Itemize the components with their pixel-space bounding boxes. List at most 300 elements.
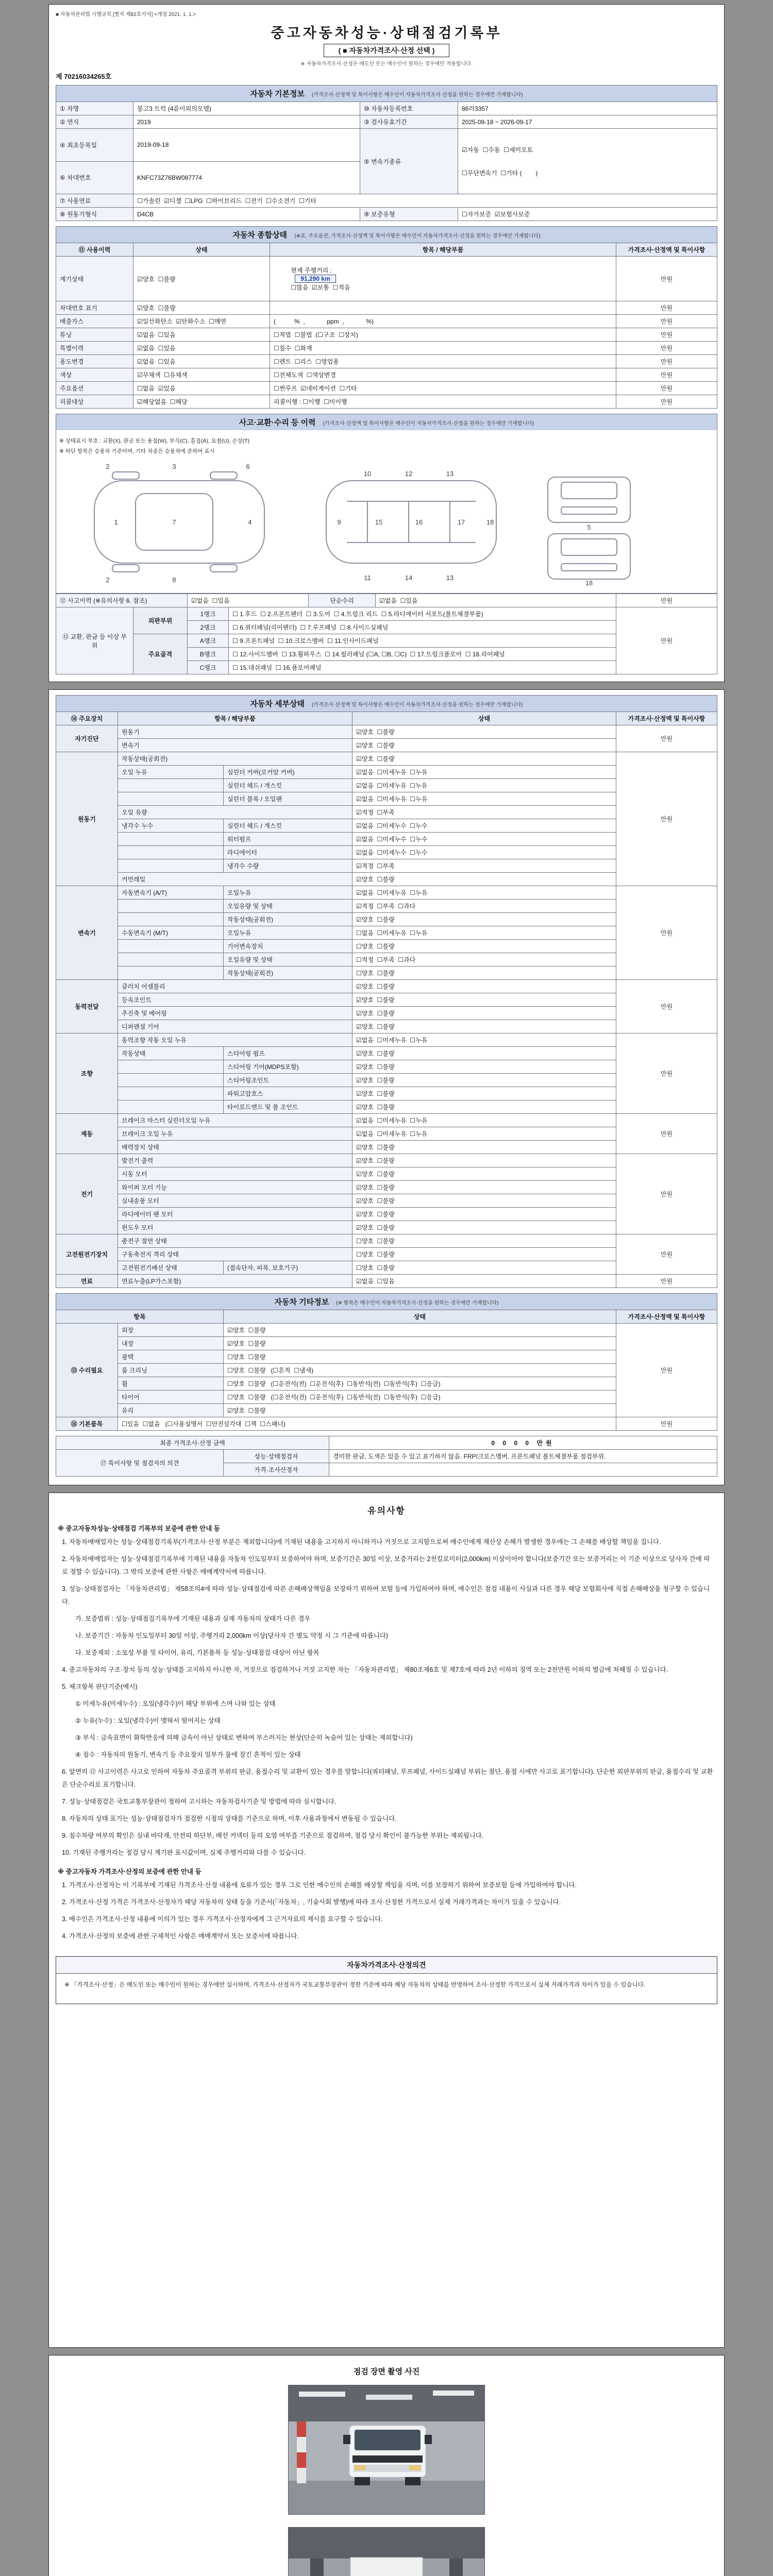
- etc-item-label: 유리: [118, 1404, 224, 1417]
- overall-col-price: 가격조사·산정액 및 특이사항: [616, 243, 717, 257]
- svg-text:9: 9: [337, 518, 341, 526]
- device-group-label: 변속기: [56, 886, 118, 980]
- detail-item-label: 오일 누유: [118, 766, 224, 779]
- photo-rear-illustration: [289, 2528, 484, 2576]
- detail-subitem-label: 스티어링 펌프: [224, 1047, 352, 1060]
- notice-paragraph: ④ 침수 : 자동차의 원동기, 변속기 등 주요장치 일부가 물에 잠긴 흔적이 있는 상태: [75, 1751, 301, 1758]
- basic-items-group-label: ⑯ 기본품목: [56, 1417, 118, 1431]
- odometer-value: 91,290 km: [295, 275, 335, 283]
- detail-row: [56, 1114, 717, 1127]
- detail-state-checkboxes[interactable]: ☑양호 ☐불량: [352, 1087, 616, 1100]
- basic-info-table: [56, 101, 717, 221]
- panel-main-form: [48, 4, 725, 682]
- detail-state-checkboxes[interactable]: ☑없음 ☐미세누유 ☐누유: [352, 792, 616, 806]
- usage-item-label: 용도변경: [56, 355, 133, 368]
- detail-row: [56, 1154, 717, 1167]
- detail-state-checkboxes[interactable]: ☑양호 ☐불량: [352, 1100, 616, 1114]
- usage-state-checkboxes[interactable]: ☑양호 ☐불량: [133, 257, 270, 301]
- section-etc-title: 자동차 기타정보: [274, 1298, 329, 1307]
- detail-item-label: 충전구 절연 상태: [118, 1234, 352, 1248]
- detail-state-checkboxes[interactable]: ☑양호 ☐불량: [352, 913, 616, 926]
- odometer-range-checkboxes[interactable]: ☐많음 ☑보통 ☐적음: [291, 284, 350, 291]
- first-registration-value: 2019-09-18: [133, 129, 360, 162]
- detail-item-label: [118, 1087, 224, 1100]
- detail-row: [56, 725, 717, 739]
- svg-text:18: 18: [486, 518, 494, 526]
- device-group-label: 자기진단: [56, 725, 118, 752]
- performance-inspector-label: 성능·상태점검자: [224, 1450, 329, 1463]
- notice-paragraph: 1. 자동차매매업자는 성능·상태점검기록부(가격조사·산정 부분은 제외합니다)에 기재된 내용을 고지하지 아니하거나 거짓으로 고지함으로써 매수인에게 재산상 손해가 발생한 경우에는 그 손해를 배상할 책임을 집니다.: [62, 1538, 661, 1546]
- overall-col-detail: 항목 / 해당부품: [270, 243, 616, 257]
- etc-col-item: 항목: [56, 1310, 224, 1324]
- detail-state-checkboxes[interactable]: ☑적정 ☐부족: [352, 859, 616, 873]
- etc-state-checkboxes[interactable]: ☑양호 ☐불량: [224, 1404, 616, 1417]
- etc-state-checkboxes[interactable]: ☑양호 ☐불량: [224, 1324, 616, 1337]
- notice-paragraph: 2. 자동차매매업자는 성능·상태점검기록부에 기재된 내용을 자동차 인도일부터 보증하여야 하며, 보증기간은 30일 이상, 보증거리는 2천킬로미터(2,000km) 이상이어야 합니다(보증기간 또는 보증거리는 이 기준 이상으로 당사자 간에 따로 정할 수 있습니다). 그 밖의 보증에 관한 사항은 매매계약서에 따릅니다.: [62, 1555, 710, 1575]
- main-frame-group-label: 주요골격: [133, 634, 188, 674]
- detail-item-label: [118, 833, 224, 846]
- inspector-opinion-label: ⑰ 특이사항 및 점검자의 의견: [56, 1450, 224, 1477]
- price-opinion-text: ※ 「가격조사·산정」은 매도인 또는 매수인이 원하는 경우에만 실시하며, 가격조사·산정자가 국토교통부장관이 정한 기준에 따라 해당 자동차의 상태를 반영하여 조사·산정한 가격으로서 실제 거래가격과 차이가 있을 수 있습니다.: [64, 1982, 645, 1988]
- usage-detail[interactable]: ☐적법 ☐불법 (☐구조 ☐장치): [270, 328, 616, 342]
- device-group-label: 조향: [56, 1033, 118, 1114]
- etc-col-price: 가격조사·산정액 및 특이사항: [616, 1310, 717, 1324]
- etc-item-label: 휠: [118, 1377, 224, 1391]
- svg-text:1: 1: [114, 518, 118, 526]
- detail-item-label: 변속기: [118, 739, 352, 752]
- detail-item-label: [118, 1100, 224, 1114]
- section-basic-header: [56, 85, 717, 101]
- usage-detail[interactable]: ☐렌트 ☐리스 ☐영업용: [270, 355, 616, 368]
- rank-part-checkboxes[interactable]: ☐ 1.후드 ☐ 2.프론트펜더 ☐ 3.도어 ☐ 4.트렁크 리드 ☐ 5.라디에이터 서포트(볼트체결부품): [229, 607, 616, 621]
- price-opinion-title: 자동차가격조사·산정의견: [56, 1957, 717, 1974]
- detail-state-checkboxes[interactable]: ☑양호 ☐불량: [352, 1194, 616, 1208]
- panel-notice: [48, 1493, 725, 2348]
- detail-row: [56, 1033, 717, 1047]
- rank-part-checkboxes[interactable]: ☐ 15.대쉬패널 ☐ 16.플로어패널: [229, 661, 616, 674]
- detail-row: [56, 1275, 717, 1288]
- damage-code-legend: ※ 상태표시 부호 : 교환(X), 판금 또는 용접(W), 부식(C), 흠집(A), 요철(U), 손상(T): [59, 438, 249, 444]
- svg-text:10: 10: [363, 470, 372, 478]
- etc-state-checkboxes[interactable]: ☐양호 ☐불량 (☐운전석(전) ☐운전석(후) ☐동반석(전) ☐동반석(후) ☐응급): [224, 1391, 616, 1404]
- svg-text:13: 13: [446, 574, 454, 582]
- detail-state-checkboxes[interactable]: ☑없음 ☐미세누유 ☐누유: [352, 1127, 616, 1141]
- device-group-label: 고전원전기장치: [56, 1234, 118, 1275]
- detail-subitem-label: 실린더 커버(로커암 커버): [224, 766, 352, 779]
- first-registration-label: ④ 최초등록일: [56, 129, 133, 162]
- usage-state-checkboxes[interactable]: ☑해당없음 ☐해당: [133, 395, 270, 409]
- model-year-label: ② 연식: [56, 115, 133, 129]
- detail-subitem-label: 파워고압호스: [224, 1087, 352, 1100]
- usage-item-label: 주요옵션: [56, 382, 133, 395]
- exchange-section-label: ⑬ 교환, 판금 등 이상 부위: [56, 607, 133, 674]
- detail-item-label: 커먼레일: [118, 873, 352, 886]
- basic-items-checkboxes[interactable]: ☐있음 ☐없음 (☐사용설명서 ☐안전삼각대 ☐잭 ☐스패너): [118, 1417, 616, 1431]
- rank-label: A랭크: [188, 634, 229, 648]
- notice-paragraph: 3. 매수인은 가격조사·산정 내용에 이의가 있는 경우 가격조사·산정자에게 그 근거자료의 제시를 요구할 수 있습니다.: [62, 1916, 383, 1923]
- usage-item-label: 리콜대상: [56, 395, 133, 409]
- etc-state-checkboxes[interactable]: ☑양호 ☐불량: [224, 1337, 616, 1350]
- detail-col-price: 가격조사·산정액 및 특이사항: [616, 712, 717, 725]
- detail-state-checkboxes[interactable]: ☐양호 ☐불량: [352, 1234, 616, 1248]
- usage-detail[interactable]: [270, 301, 616, 315]
- price-cell: 만원: [616, 1234, 717, 1275]
- etc-state-checkboxes[interactable]: ☐양호 ☐불량 (☐흔적 ☐냄새): [224, 1364, 616, 1377]
- detail-item-label: 자동변속기 (A/T): [118, 886, 224, 900]
- detail-state-checkboxes[interactable]: ☑양호 ☐불량: [352, 1020, 616, 1033]
- final-price-table: [56, 1436, 717, 1477]
- detail-item-label: 구동축전지 격리 상태: [118, 1248, 352, 1261]
- detail-state-checkboxes[interactable]: ☑없음 ☐미세누유 ☐누유: [352, 779, 616, 792]
- usage-item-label: 특별이력: [56, 342, 133, 355]
- detail-state-checkboxes[interactable]: ☑양호 ☐불량: [352, 739, 616, 752]
- rank-label: C랭크: [188, 661, 229, 674]
- detail-state-checkboxes[interactable]: ☑양호 ☐불량: [352, 980, 616, 993]
- notice-section-heading: ※ 중고자동차 가격조사·산정의 보증에 관한 안내 등: [58, 1868, 201, 1875]
- svg-text:6: 6: [246, 463, 250, 470]
- detail-item-label: [118, 967, 224, 980]
- detail-state-checkboxes[interactable]: ☐양호 ☐불량: [352, 1248, 616, 1261]
- detail-state-checkboxes[interactable]: ☑양호 ☐불량: [352, 1221, 616, 1234]
- notice-paragraph: ② 누유(누수) : 오일(냉각수)이 맺혀서 떨어지는 상태: [75, 1717, 221, 1724]
- car-damage-diagram: [56, 430, 717, 594]
- fuel-label: ⑦ 사용연료: [56, 194, 133, 208]
- detail-item-label: 수동변속기 (M/T): [118, 926, 224, 940]
- repair-needed-group-label: ⑮ 수리필요: [56, 1324, 118, 1417]
- engine-type-label: ⑧ 원동기형식: [56, 208, 133, 221]
- detail-state-checkboxes[interactable]: ☑없음 ☐미세누수 ☐누수: [352, 846, 616, 859]
- price-opinion-box: [56, 1956, 717, 2004]
- detail-col-device: ⑭ 주요장치: [56, 712, 118, 725]
- usage-state-checkboxes[interactable]: ☑일산화탄소 ☑탄화수소 ☐매연: [133, 315, 270, 328]
- rank-part-checkboxes[interactable]: ☐ 6.쿼터패널(리어펜더) ☐ 7.루프패널 ☐ 8.사이드실패널: [229, 621, 616, 634]
- warranty-type-label: ⑨ 보증유형: [360, 208, 458, 221]
- device-group-label: 연료: [56, 1275, 118, 1288]
- rank-part-checkboxes[interactable]: ☐ 9.프론트패널 ☐ 10.크로스멤버 ☐ 11.인사이드패널: [229, 634, 616, 648]
- detail-col-item: 항목 / 해당부품: [118, 712, 352, 725]
- document-sheet: [48, 0, 725, 2576]
- detail-state-checkboxes[interactable]: ☑없음 ☐미세누유 ☐누유: [352, 886, 616, 900]
- svg-text:11: 11: [364, 574, 371, 582]
- detail-item-label: 라디에이터 팬 모터: [118, 1208, 352, 1221]
- device-group-label: 제동: [56, 1114, 118, 1154]
- fuel-checkboxes[interactable]: ☐가솔린 ☑디젤 ☐LPG ☐하이브리드 ☐전기 ☐수소전기 ☐기타: [133, 194, 717, 208]
- price-cell: 만원: [616, 315, 717, 328]
- detail-state-checkboxes[interactable]: ☑양호 ☐불량: [352, 725, 616, 739]
- notice-paragraph: 10. 기재된 주행거리는 점검 당시 계기판 표시값이며, 실제 주행거리와 다를 수 있습니다.: [62, 1849, 306, 1856]
- overall-col-usage: ⑪ 사용이력: [56, 243, 133, 257]
- svg-text:17: 17: [457, 518, 465, 526]
- notice-paragraph: 9. 침수차량 여부의 확인은 실내 바닥재, 안전띠 하단부, 배선 커넥터 등의 오염 여부를 기준으로 점검하며, 점검 당시 확인이 불가능한 부위는 제외됩니다.: [62, 1832, 484, 1839]
- etc-item-label: 내장: [118, 1337, 224, 1350]
- inspection-photo-front: [288, 2385, 485, 2515]
- section-detail-note: (가격조사·산정액 및 특이사항은 매수인이 자동차가격조사·산정을 원하는 경우에만 기재합니다): [312, 702, 523, 708]
- detail-state-checkboxes[interactable]: ☑양호 ☐불량: [352, 1154, 616, 1167]
- price-cell: 만원: [616, 725, 717, 752]
- simple-repair-checkboxes[interactable]: ☑없음 ☐있음: [376, 594, 616, 607]
- detail-item-label: 브레이크 오일 누유: [118, 1127, 352, 1141]
- detail-subitem-label: 라디에이터: [224, 846, 352, 859]
- detail-item-label: 냉각수 누수: [118, 819, 224, 833]
- photo-front-illustration: [289, 2385, 484, 2514]
- detail-state-checkboxes[interactable]: ☐양호 ☐불량: [352, 1261, 616, 1275]
- price-cell: 만원: [616, 1275, 717, 1288]
- detail-item-label: [118, 1074, 224, 1087]
- detail-state-checkboxes[interactable]: ☑양호 ☐불량: [352, 1141, 616, 1154]
- price-cell: 만원: [616, 328, 717, 342]
- form-spec-note: ■ 자동차관리법 시행규칙 [별지 제82호서식] <개정 2021. 1. 1.>: [56, 12, 196, 18]
- detail-item-label: [118, 940, 224, 953]
- reg-no-label: ⑩ 자동차등록번호: [360, 102, 458, 115]
- usage-detail[interactable]: ( % , ppm , %): [270, 315, 616, 328]
- usage-state-checkboxes[interactable]: ☑무채색 ☐유채색: [133, 368, 270, 382]
- notice-paragraph: 6. 앞면의 ⑫ 사고이력은 사고로 인하여 자동차 주요골격 부위의 판금, 용접수리 및 교환이 있는 경우를 말합니다(쿼터패널, 루프패널, 사이드실패널 부위는 절단, 용접 시에만 사고로 표기합니다). 단순한 외판부위의 판금, 용접수리 및 교환은 단순수리로 표기합니다.: [62, 1768, 713, 1788]
- notice-paragraph: 1. 가격조사·산정자는 이 기록부에 기재된 가격조사·산정 내용에 오류가 있는 경우 그로 인한 매수인의 손해를 배상할 책임을 지며, 이를 보장하기 위하여 보증보험 등에 가입하여야 합니다.: [62, 1882, 577, 1889]
- notice-body: [56, 1523, 717, 1943]
- svg-text:12: 12: [405, 470, 413, 478]
- detail-state-checkboxes[interactable]: ☑양호 ☐불량: [352, 1208, 616, 1221]
- notice-paragraph: 4. 가격조사·산정의 보증에 관한 구체적인 사항은 매매계약서 또는 보증서에 따릅니다.: [62, 1933, 299, 1940]
- notice-paragraph: 가. 보증범위 : 성능·상태점검기록부에 기재된 내용과 실제 자동차의 상태가 다른 경우: [75, 1615, 311, 1622]
- notice-paragraph: ① 미세누유(미세누수) : 오일(냉각수)이 해당 부위에 스며 나와 있는 상태: [75, 1700, 276, 1707]
- detail-subitem-label: 실린더 헤드 / 개스킷: [224, 819, 352, 833]
- detail-subitem-label: 오일유량 및 상태: [224, 953, 352, 967]
- detail-item-label: 고전원전기배선 상태: [118, 1261, 224, 1275]
- detail-state-checkboxes[interactable]: ☑적정 ☐부족 ☐과다: [352, 900, 616, 913]
- notice-paragraph: ③ 부식 : 금속표면이 화학반응에 의해 금속이 아닌 상태로 변하여 부스러지는 현상(단순히 녹슬어 있는 상태는 제외합니다): [75, 1734, 413, 1741]
- panel-detail-condition: [48, 689, 725, 1485]
- device-group-label: 동력전달: [56, 980, 118, 1033]
- detail-subitem-label: 작동상태(공회전): [224, 967, 352, 980]
- detail-subitem-label: (접속단자, 피복, 보호기구): [224, 1261, 352, 1275]
- price-cell: 만원: [616, 355, 717, 368]
- price-cell: 만원: [616, 1114, 717, 1154]
- etc-item-label: 타이어: [118, 1391, 224, 1404]
- svg-text:4: 4: [248, 518, 252, 526]
- usage-item-label: 계기상태: [56, 257, 133, 301]
- detail-state-checkboxes[interactable]: ☑양호 ☐불량: [352, 873, 616, 886]
- section-overall-note: (※표, 주요옵션, 가격조사·산정액 및 특이사항은 매수인이 자동차가격조사·산정을 원하는 경우에만 기재합니다): [294, 233, 541, 239]
- detail-item-label: 동력조향 작동 오일 누유: [118, 1033, 352, 1047]
- price-appraiser-comment: [329, 1463, 717, 1477]
- usage-detail[interactable]: ☐침수 ☐화재: [270, 342, 616, 355]
- inspection-valid-value: 2025-09-18 ~ 2026-09-17: [458, 115, 717, 129]
- section-accident-title: 사고·교환·수리 등 이력: [239, 418, 316, 427]
- detail-item-label: 배력장치 상태: [118, 1141, 352, 1154]
- final-price-label: 최종 가격조사·산정 금액: [56, 1436, 329, 1450]
- detail-subitem-label: 워터펌프: [224, 833, 352, 846]
- detail-state-checkboxes[interactable]: ☑양호 ☐불량: [352, 1060, 616, 1074]
- svg-text:16: 16: [415, 518, 423, 526]
- price-cell: 만원: [616, 382, 717, 395]
- device-group-label: 원동기: [56, 752, 118, 886]
- detail-subitem-label: 기어변속장치: [224, 940, 352, 953]
- accident-history-checkboxes[interactable]: ☑없음 ☐있음: [188, 594, 309, 607]
- price-cell: 만원: [616, 607, 717, 674]
- etc-info-table: [56, 1310, 717, 1431]
- inspection-valid-label: ③ 검사유효기간: [360, 115, 458, 129]
- usage-detail[interactable]: ☐전체도색 ☐색상변경: [270, 368, 616, 382]
- detail-item-label: 디퍼렌셜 기어: [118, 1020, 352, 1033]
- detail-state-checkboxes[interactable]: ☑양호 ☐불량: [352, 1167, 616, 1181]
- detail-item-label: 실내송풍 모터: [118, 1194, 352, 1208]
- usage-state-checkboxes[interactable]: ☐없음 ☑있음: [133, 382, 270, 395]
- price-appraiser-label: 가격·조사산정자: [224, 1463, 329, 1477]
- detail-item-label: 작동상태: [118, 1047, 224, 1060]
- overall-condition-table: [56, 243, 717, 409]
- detail-state-checkboxes[interactable]: ☐양호 ☐불량: [352, 967, 616, 980]
- accident-history-table: [56, 594, 717, 607]
- section-overall-title: 자동차 종합상태: [232, 231, 288, 240]
- odometer-prefix: 현재 주행거리 :: [291, 267, 332, 274]
- notice-paragraph: 5. 체크항목 판단기준(예시): [62, 1683, 138, 1690]
- detail-state-checkboxes[interactable]: ☑양호 ☐불량: [352, 1047, 616, 1060]
- notice-paragraph: 8. 자동차의 상태 표기는 성능·상태점검자가 점검한 시점의 상태를 기준으로 하며, 이후 사용과정에서 변동될 수 있습니다.: [62, 1815, 397, 1822]
- price-cell: 만원: [616, 1417, 717, 1431]
- usage-item-label: 배출가스: [56, 315, 133, 328]
- price-cell: 만원: [616, 1154, 717, 1234]
- price-cell: 만원: [616, 1033, 717, 1114]
- detail-condition-table: [56, 711, 717, 1288]
- detail-item-label: 와이퍼 모터 기능: [118, 1181, 352, 1194]
- detail-item-label: [118, 792, 224, 806]
- section-overall-header: [56, 226, 717, 243]
- detail-state-checkboxes[interactable]: ☑양호 ☐불량: [352, 752, 616, 766]
- price-cell: 만원: [616, 980, 717, 1033]
- detail-subitem-label: 오일누유: [224, 886, 352, 900]
- detail-subitem-label: 냉각수 수량: [224, 859, 352, 873]
- car-name-value: 봉고3 트럭 (4륜이외의모델): [133, 102, 360, 115]
- price-cell: 만원: [616, 752, 717, 886]
- usage-state-checkboxes[interactable]: ☑없음 ☐있음: [133, 355, 270, 368]
- detail-state-checkboxes[interactable]: ☑양호 ☐불량: [352, 993, 616, 1007]
- usage-detail[interactable]: ☐썬루프 ☑네비게이션 ☐기타: [270, 382, 616, 395]
- svg-text:14: 14: [405, 574, 413, 582]
- usage-state-checkboxes[interactable]: ☑양호 ☐불량: [133, 301, 270, 315]
- detail-state-checkboxes[interactable]: ☑적정 ☐부족: [352, 806, 616, 819]
- rank-label: 2랭크: [188, 621, 229, 634]
- detail-subitem-label: 오일유량 및 상태: [224, 900, 352, 913]
- etc-state-checkboxes[interactable]: ☐양호 ☐불량: [224, 1350, 616, 1364]
- transmission-line-1[interactable]: ☑자동 ☐수동 ☐세미오토: [462, 146, 533, 154]
- detail-item-label: 윈도우 모터: [118, 1221, 352, 1234]
- model-year-value: 2019: [133, 115, 360, 129]
- detail-state-checkboxes[interactable]: ☑없음 ☐미세누수 ☐누수: [352, 833, 616, 846]
- detail-item-label: [118, 1060, 224, 1074]
- etc-state-checkboxes[interactable]: ☐양호 ☐불량 (☐운전석(전) ☐운전석(후) ☐동반석(전) ☐동반석(후) ☐응급): [224, 1377, 616, 1391]
- transmission-checkboxes[interactable]: [458, 129, 717, 194]
- device-group-label: 전기: [56, 1154, 118, 1234]
- section-basic-title: 자동차 기본정보: [250, 90, 305, 98]
- svg-text:2: 2: [106, 576, 110, 584]
- inspection-photo-rear: [288, 2527, 485, 2576]
- accident-history-label: ⑫ 사고이력 (※유의사항 6. 참조): [56, 594, 188, 607]
- final-price-value: 0 0 0 0 만원: [329, 1436, 717, 1450]
- detail-subitem-label: 오일누유: [224, 926, 352, 940]
- detail-state-checkboxes[interactable]: ☑양호 ☐불량: [352, 1181, 616, 1194]
- car-name-label: ① 차명: [56, 102, 133, 115]
- detail-item-label: 연료누출(LP가스포함): [118, 1275, 352, 1288]
- detail-subitem-label: 작동상태(공회전): [224, 913, 352, 926]
- detail-state-checkboxes[interactable]: ☑없음 ☐미세누유 ☐누유: [352, 1114, 616, 1127]
- detail-item-label: [118, 859, 224, 873]
- notice-paragraph: 나. 보증기간 : 자동차 인도일부터 30일 이상, 주행거리 2,000km 이상(당사자 간 별도 약정 시 그 기준에 따릅니다): [75, 1632, 389, 1639]
- performance-inspector-comment: 경미한 판금, 도색은 있을 수 있고 표기하지 않음. FRP/크로스멤버, 프론트패널 볼트체결부품 점검부위.: [329, 1450, 717, 1463]
- section-basic-note: (가격조사·산정액 및 특이사항은 매수인이 자동차가격조사·산정을 원하는 경우에만 기재합니다): [312, 92, 523, 98]
- section-accident-header: [56, 414, 717, 430]
- etc-col-state: 상태: [224, 1310, 616, 1324]
- etc-item-label: 룸 크리닝: [118, 1364, 224, 1377]
- detail-row: [56, 980, 717, 993]
- warranty-type-checkboxes[interactable]: ☐자가보증 ☑보험사보증: [458, 208, 717, 221]
- reg-no-value: 86러3357: [458, 102, 717, 115]
- detail-state-checkboxes[interactable]: ☑없음 ☐있음: [352, 1275, 616, 1288]
- detail-row: [56, 886, 717, 900]
- svg-text:18: 18: [585, 579, 593, 586]
- price-appraisal-option-note: ※ 자동차가격조사·산정은 매도인 또는 매수인이 원하는 경우에만 적용합니다.: [300, 61, 473, 67]
- section-etc-header: [56, 1293, 717, 1310]
- detail-state-checkboxes[interactable]: ☑없음 ☐미세누수 ☐누수: [352, 819, 616, 833]
- detail-item-label: [118, 846, 224, 859]
- engine-type-value: D4CB: [133, 208, 360, 221]
- detail-item-label: 발전기 출력: [118, 1154, 352, 1167]
- section-detail-title: 자동차 세부상태: [250, 700, 305, 708]
- detail-state-checkboxes[interactable]: ☑없음 ☐미세누유 ☐누유: [352, 1033, 616, 1047]
- detail-state-checkboxes[interactable]: ☐적정 ☐부족 ☐과다: [352, 953, 616, 967]
- page-title: 중고자동차성능·상태점검기록부: [271, 25, 502, 41]
- detail-state-checkboxes[interactable]: ☐없음 ☐미세누유 ☐누유: [352, 926, 616, 940]
- detail-item-label: 등속조인트: [118, 993, 352, 1007]
- detail-state-checkboxes[interactable]: ☑양호 ☐불량: [352, 1074, 616, 1087]
- detail-item-label: 원동기: [118, 725, 352, 739]
- car-views-illustration: [58, 457, 718, 586]
- detail-state-checkboxes[interactable]: ☑없음 ☐미세누유 ☐누유: [352, 766, 616, 779]
- price-cell: 만원: [616, 395, 717, 409]
- detail-subitem-label: 타이로드엔드 및 볼 조인트: [224, 1100, 352, 1114]
- usage-detail[interactable]: 리콜이행 : ☐이행 ☐미이행: [270, 395, 616, 409]
- photos-title: 점검 장면 촬영 사진: [353, 2367, 420, 2376]
- section-accident-note: (가격조사·산정액 및 특이사항은 매수인이 자동차가격조사·산정을 원하는 경우에만 기재합니다): [323, 421, 534, 427]
- svg-text:8: 8: [172, 576, 176, 584]
- detail-subitem-label: 스티어링 기어(MDPS포함): [224, 1060, 352, 1074]
- usage-item-label: 튜닝: [56, 328, 133, 342]
- transmission-line-2[interactable]: ☐무단변속기 ☐기타 ( ): [462, 170, 538, 177]
- detail-subitem-label: 실린더 블록 / 오일팬: [224, 792, 352, 806]
- usage-item-label: 차대번호 표기: [56, 301, 133, 315]
- detail-item-label: 추진축 및 베어링: [118, 1007, 352, 1020]
- usage-state-checkboxes[interactable]: ☑없음 ☐있음: [133, 342, 270, 355]
- damage-basis-legend: ※ 하단 항목은 승용차 기준이며, 기타 차종은 승용차에 준하여 표시: [59, 448, 215, 454]
- etc-item-label: 광택: [118, 1350, 224, 1364]
- overall-col-state: 상태: [133, 243, 270, 257]
- detail-subitem-label: 실린더 헤드 / 개스킷: [224, 779, 352, 792]
- detail-state-checkboxes[interactable]: ☑양호 ☐불량: [352, 1007, 616, 1020]
- odometer-detail[interactable]: [270, 257, 616, 301]
- exchange-rank-table: [56, 607, 717, 674]
- notice-paragraph: 다. 보증제외 : 소모성 부품 및 타이어, 유리, 기본품목 등 성능·상태점검 대상이 아닌 항목: [75, 1649, 320, 1656]
- notice-paragraph: 3. 성능·상태점검자는 「자동차관리법」 제58조의4에 따라 성능·상태점검에 따른 손해배상책임을 보장하기 위하여 보험 등에 가입하여야 하며, 매수인은 점검 내용이 사실과 다른 경우 해당 보험회사에 직접 손해배상을 청구할 수 있습니다.: [62, 1585, 710, 1605]
- usage-state-checkboxes[interactable]: ☑없음 ☐있음: [133, 328, 270, 342]
- price-cell: 만원: [616, 257, 717, 301]
- price-cell: 만원: [616, 594, 717, 607]
- price-cell: 만원: [616, 886, 717, 980]
- detail-state-checkboxes[interactable]: ☐양호 ☐불량: [352, 940, 616, 953]
- price-cell: 만원: [616, 1324, 717, 1417]
- usage-item-label: 색상: [56, 368, 133, 382]
- svg-text:13: 13: [446, 470, 454, 478]
- rank-part-checkboxes[interactable]: ☐ 12.사이드멤버 ☐ 13.휠하우스 ☐ 14.필러패널 (☐A, ☐B, ☐C) ☐ 17.트렁크플로어 ☐ 18.리어패널: [229, 648, 616, 661]
- vin-label: ⑥ 차대번호: [56, 161, 133, 194]
